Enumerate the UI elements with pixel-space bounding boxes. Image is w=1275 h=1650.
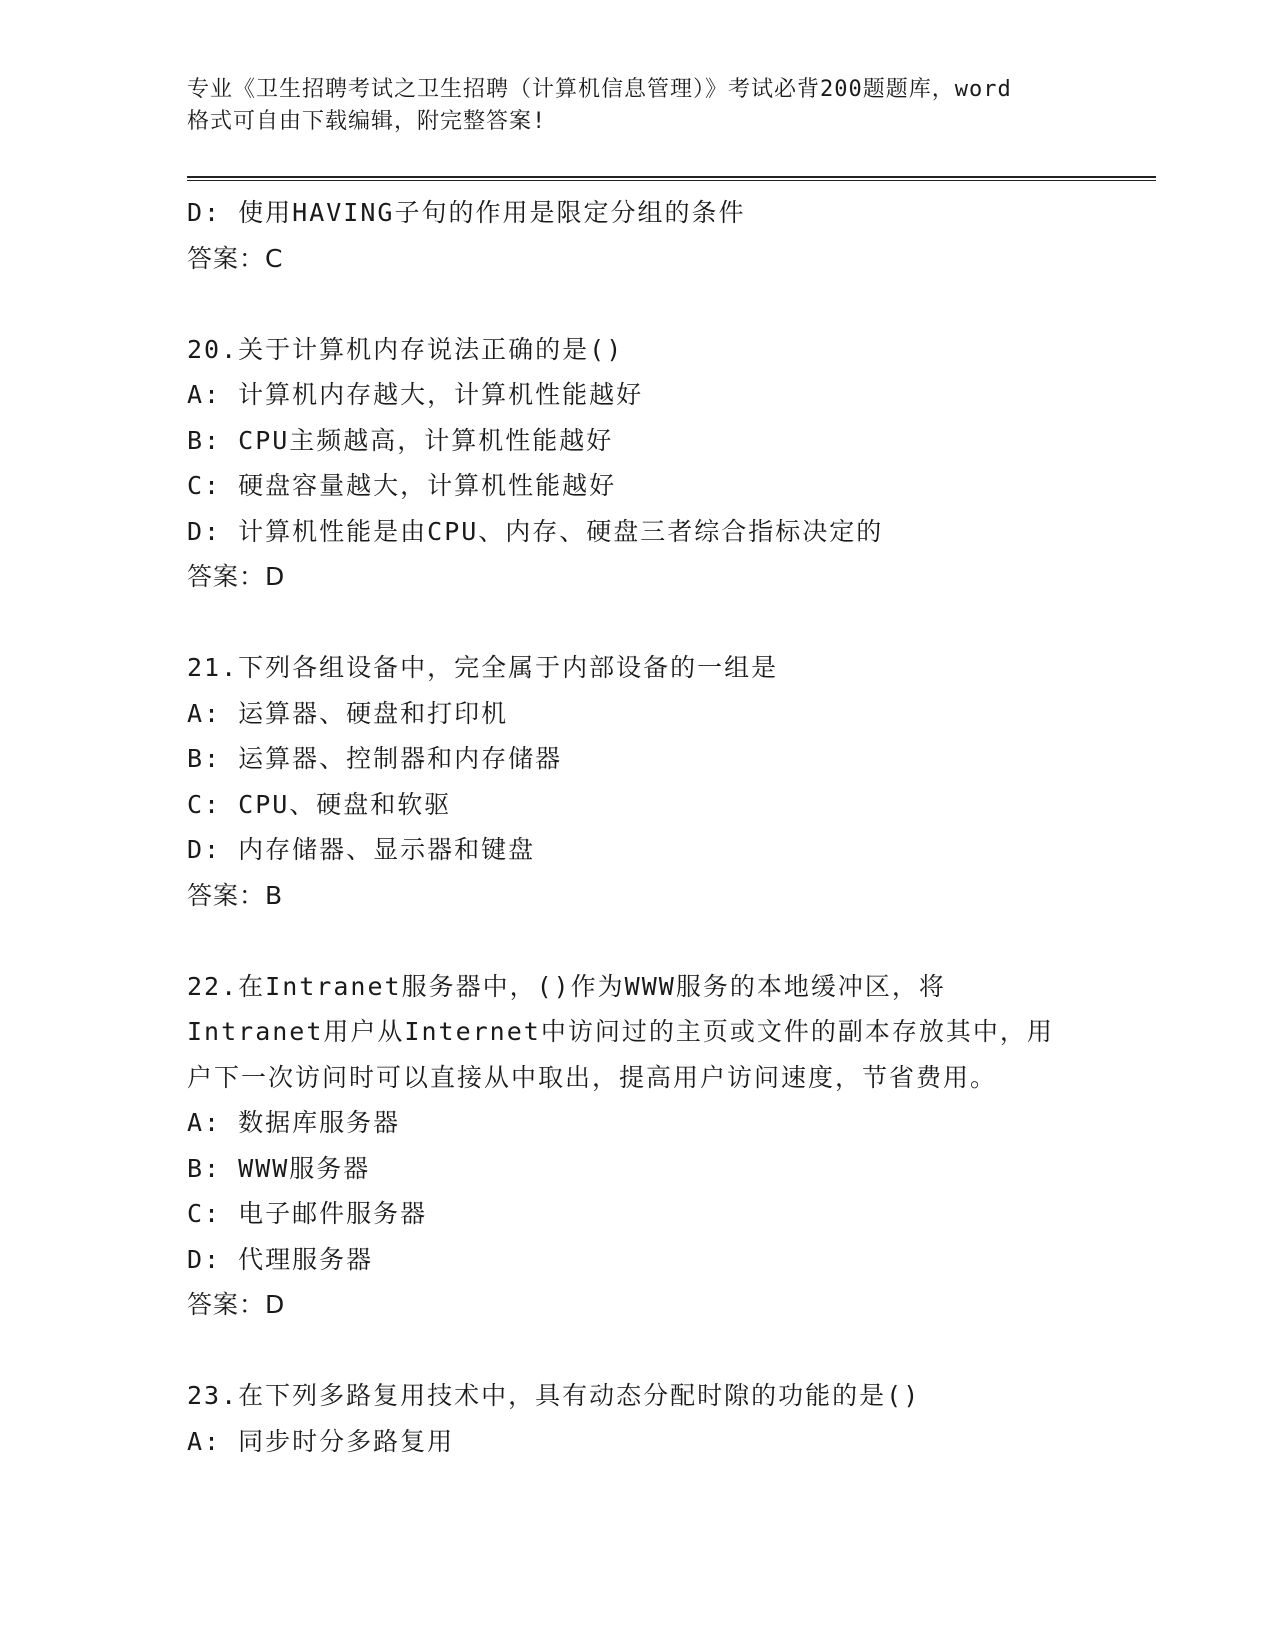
header-divider [187,176,1156,181]
option-a: A: 数据库服务器 [187,1108,401,1137]
option-c: C: 电子邮件服务器 [187,1199,428,1228]
option-c: C: CPU、硬盘和软驱 [187,789,452,819]
question-stem-line-2: Intranet用户从Internet中访问过的主页或文件的副本存放其中，用 [187,1017,1054,1046]
spacer [187,600,1147,646]
option-d: D: 代理服务器 [187,1244,374,1274]
question-stem: 20.关于计算机内存说法正确的是() [187,334,624,364]
option-d: D: 内存储器、显示器和键盘 [187,835,536,864]
question-stem-line-3: 户下一次访问时可以直接从中取出，提高用户访问速度，节省费用。 [187,1062,998,1092]
option-c: C: 硬盘容量越大，计算机性能越好 [187,471,617,500]
header-line-2: 格式可自由下载编辑，附完整答案! [187,109,547,134]
question-stem: 21.下列各组设备中，完全属于内部设备的一组是 [187,653,779,682]
answer-line: 答案：D [187,1290,286,1319]
document-header [187,74,1087,138]
option-a: A: 同步时分多路复用 [187,1426,455,1456]
answer-line: 答案：B [187,880,284,910]
option-a: A: 计算机内存越大，计算机性能越好 [187,380,644,409]
option-a: A: 运算器、硬盘和打印机 [187,698,509,728]
answer-line: 答案：D [187,562,286,591]
question-block-prev [187,190,1147,281]
option-b: B: CPU主频越高，计算机性能越好 [187,425,614,455]
question-block-21 [187,645,1147,918]
spacer [187,918,1147,964]
option-b: B: 运算器、控制器和内存储器 [187,744,563,773]
question-stem-line-1: 22.在Intranet服务器中，()作为WWW服务的本地缓冲区，将 [187,971,946,1001]
answer-line: 答案：C [187,243,284,273]
question-list [187,190,1147,1464]
option-b: B: WWW服务器 [187,1153,371,1183]
option-d: D: 计算机性能是由CPU、内存、硬盘三者综合指标决定的 [187,516,884,546]
question-block-22 [187,964,1147,1328]
header-line-1: 专业《卫生招聘考试之卫生招聘（计算机信息管理）》考试必背200题题库，word [187,77,1012,102]
spacer [187,1328,1147,1374]
spacer [187,281,1147,327]
question-stem: 23.在下列多路复用技术中，具有动态分配时隙的功能的是() [187,1381,921,1410]
option-d: D: 使用HAVING子句的作用是限定分组的条件 [187,198,746,227]
question-block-20 [187,327,1147,600]
question-block-23 [187,1373,1147,1464]
